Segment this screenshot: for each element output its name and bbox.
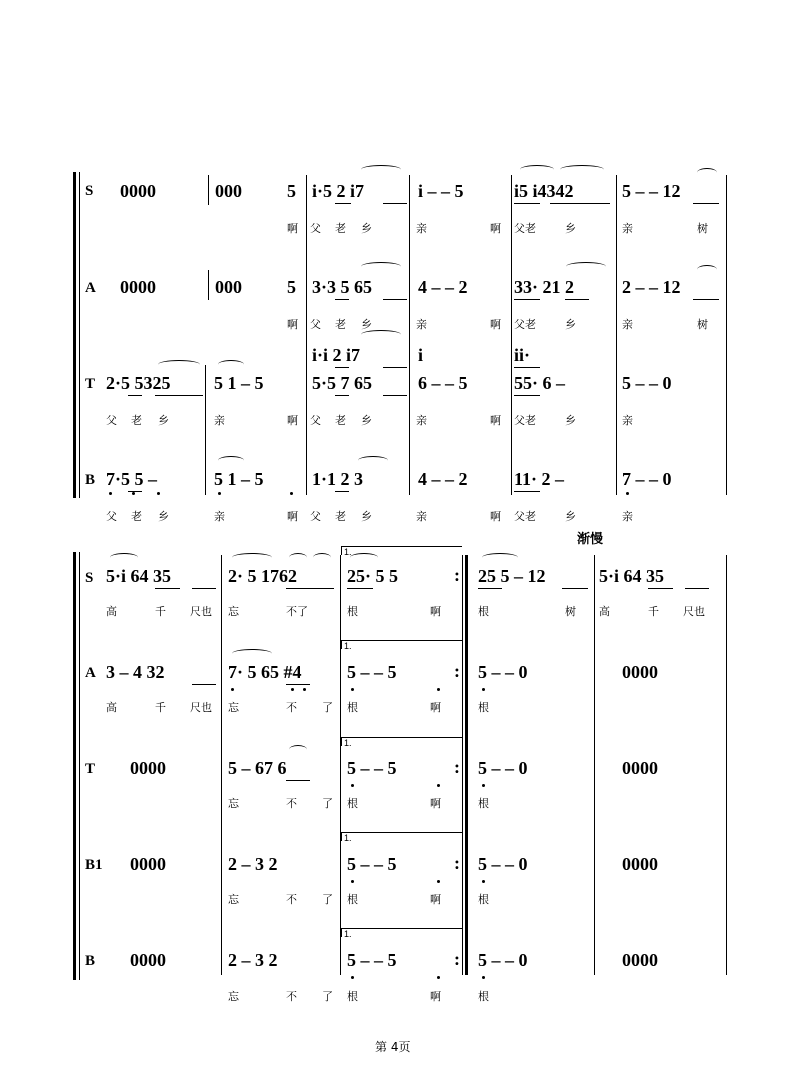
underline xyxy=(693,203,719,204)
lyric: 树 xyxy=(697,222,708,235)
lyric: 乡 xyxy=(361,414,372,427)
repeat-dots: : xyxy=(454,661,460,681)
underline xyxy=(335,491,349,492)
note-group: 3·3 5 65 xyxy=(312,277,373,297)
underline xyxy=(335,395,349,396)
lyric: 父 xyxy=(310,222,321,235)
note-group: 0000 xyxy=(130,950,166,970)
lyric: 不 xyxy=(286,701,297,714)
lyric: 父 xyxy=(310,318,321,331)
underline xyxy=(347,588,373,589)
note-group: 5 – – 5 xyxy=(347,758,397,778)
volta-bracket xyxy=(341,737,462,746)
low-octave-dot xyxy=(351,688,354,691)
note-group: 0000 xyxy=(130,758,166,778)
slur xyxy=(158,360,200,369)
lyric: 乡 xyxy=(565,318,576,331)
lyric: 父老 xyxy=(514,510,536,523)
underline xyxy=(514,491,540,492)
part-label-t: T xyxy=(85,761,96,777)
barline xyxy=(409,175,410,495)
slur xyxy=(697,168,717,177)
lyric: 根 xyxy=(478,990,489,1003)
note-group: 0000 xyxy=(622,758,658,778)
lyric: 啊 xyxy=(490,318,501,331)
lyric: 根 xyxy=(347,893,358,906)
lyric: 忘 xyxy=(228,605,239,618)
lyric: 乡 xyxy=(565,414,576,427)
lyric: 乡 xyxy=(361,222,372,235)
barline xyxy=(208,175,209,205)
lyric: 啊 xyxy=(430,797,441,810)
lyric: 忘 xyxy=(228,893,239,906)
underline xyxy=(550,203,610,204)
low-octave-dot xyxy=(482,688,485,691)
underline xyxy=(514,299,540,300)
note-group: 5 – – 5 xyxy=(347,662,397,682)
underline xyxy=(155,395,203,396)
note-group: 0000 xyxy=(120,181,156,201)
lyric: 啊 xyxy=(287,414,298,427)
lyric: 乡 xyxy=(361,318,372,331)
low-octave-dot xyxy=(231,688,234,691)
note-group: i·5 2 i7 xyxy=(312,181,365,201)
lyric: 根 xyxy=(347,990,358,1003)
lyric: 千 xyxy=(155,701,166,714)
barline xyxy=(306,175,307,495)
note-group: 5 1 – 5 xyxy=(214,373,264,393)
slur xyxy=(232,649,272,658)
note-group: 2 – 3 2 xyxy=(228,854,278,874)
lyric: 父老 xyxy=(514,222,536,235)
note-group: 4 – – 2 xyxy=(418,277,468,297)
lyric: 老 xyxy=(335,414,346,427)
note-group: 6 – – 5 xyxy=(418,373,468,393)
low-octave-dot xyxy=(351,880,354,883)
note-group: i – – 5 xyxy=(418,181,464,201)
slur xyxy=(361,262,401,271)
lyric: 老 xyxy=(335,510,346,523)
slur xyxy=(520,165,554,174)
note-group: 5 1 – 5 xyxy=(214,469,264,489)
volta-bracket xyxy=(341,832,462,841)
note-group-upper: i xyxy=(418,345,424,365)
barline xyxy=(221,555,222,975)
lyric: 尺也 xyxy=(190,701,212,714)
low-octave-dot xyxy=(437,880,440,883)
lyric: 亲 xyxy=(416,318,427,331)
underline xyxy=(128,395,142,396)
lyric: 老 xyxy=(131,510,142,523)
lyric: 父老 xyxy=(514,414,536,427)
barline xyxy=(511,175,512,495)
part-label-b: B xyxy=(85,953,96,969)
lyric: 乡 xyxy=(158,414,169,427)
lyric: 啊 xyxy=(490,414,501,427)
lyric: 不 xyxy=(286,893,297,906)
note-group: 25· 5 5 xyxy=(347,566,399,586)
barline xyxy=(208,270,209,300)
lyric: 乡 xyxy=(361,510,372,523)
underline xyxy=(286,684,310,685)
underline xyxy=(514,367,540,368)
volta-bracket xyxy=(341,640,462,649)
note-group: 33· 21 2 xyxy=(514,277,575,297)
low-octave-dot xyxy=(482,880,485,883)
lyric: 父 xyxy=(106,414,117,427)
underline xyxy=(383,203,407,204)
underline xyxy=(514,203,540,204)
repeat-dots: : xyxy=(454,949,460,969)
lyric: 根 xyxy=(478,605,489,618)
underline xyxy=(335,203,351,204)
low-octave-dot xyxy=(482,976,485,979)
system-brace xyxy=(73,172,76,498)
barline xyxy=(616,175,617,495)
note-group-upper: ii· xyxy=(514,345,531,365)
lyric: 根 xyxy=(478,701,489,714)
lyric: 了 xyxy=(322,797,333,810)
lyric: 树 xyxy=(565,605,576,618)
note-group: 5 – – 0 xyxy=(478,662,528,682)
note-group: 2 – 3 2 xyxy=(228,950,278,970)
lyric: 啊 xyxy=(287,222,298,235)
slur xyxy=(560,165,604,174)
lyric: 千 xyxy=(648,605,659,618)
lyric: 尺也 xyxy=(190,605,212,618)
note-group: 5 xyxy=(287,277,296,297)
low-octave-dot xyxy=(437,688,440,691)
lyric: 亲 xyxy=(622,318,633,331)
barline xyxy=(726,555,727,975)
low-octave-dot xyxy=(351,976,354,979)
lyric: 忘 xyxy=(228,990,239,1003)
note-group: 0000 xyxy=(622,950,658,970)
low-octave-dot xyxy=(132,492,135,495)
underline xyxy=(335,299,349,300)
lyric: 乡 xyxy=(565,510,576,523)
repeat-dots: : xyxy=(454,757,460,777)
note-group: 5 – – 0 xyxy=(478,950,528,970)
part-label-b1: B1 xyxy=(85,857,103,873)
lyric: 高 xyxy=(599,605,610,618)
slur xyxy=(361,165,401,174)
note-group: 0000 xyxy=(130,854,166,874)
barline xyxy=(340,555,341,975)
slur xyxy=(566,262,606,271)
slur xyxy=(350,553,378,562)
underline xyxy=(693,299,719,300)
underline xyxy=(685,588,709,589)
system-bracket-line xyxy=(79,172,80,498)
repeat-barline xyxy=(465,555,468,975)
part-label-s: S xyxy=(85,183,94,199)
underline xyxy=(565,299,589,300)
lyric: 根 xyxy=(478,893,489,906)
lyric: 老 xyxy=(335,222,346,235)
note-group: 5 – – 0 xyxy=(478,758,528,778)
system-bracket-line xyxy=(79,552,80,980)
note-group: 0000 xyxy=(120,277,156,297)
lyric: 啊 xyxy=(430,990,441,1003)
underline xyxy=(155,588,180,589)
underline xyxy=(383,367,407,368)
note-group: 5·i 64 35 xyxy=(106,566,172,586)
note-group: 7· 5 65 #4 xyxy=(228,662,302,682)
lyric: 亲 xyxy=(622,510,633,523)
slur xyxy=(232,553,272,562)
lyric: 千 xyxy=(155,605,166,618)
underline xyxy=(192,588,216,589)
barline xyxy=(462,555,463,975)
note-group: 25 5 – 12 xyxy=(478,566,546,586)
system-brace xyxy=(73,552,76,980)
barline xyxy=(726,175,727,495)
slur xyxy=(313,553,331,562)
note-group: 5·i 64 35 xyxy=(599,566,665,586)
note-group: 5·5 7 65 xyxy=(312,373,373,393)
underline xyxy=(383,299,407,300)
note-group-upper: i·i 2 i7 xyxy=(312,345,361,365)
underline xyxy=(128,491,142,492)
lyric: 根 xyxy=(347,605,358,618)
slur xyxy=(218,456,244,465)
volta-number: 1. xyxy=(344,833,352,843)
barline xyxy=(594,555,595,975)
lyric: 亲 xyxy=(214,510,225,523)
slur xyxy=(218,360,244,369)
low-octave-dot xyxy=(157,492,160,495)
underline xyxy=(286,588,334,589)
note-group: 55· 6 – xyxy=(514,373,566,393)
note-group: 5 xyxy=(287,181,296,201)
lyric: 忘 xyxy=(228,797,239,810)
volta-number: 1. xyxy=(344,547,352,557)
part-label-b: B xyxy=(85,472,96,488)
lyric: 高 xyxy=(106,605,117,618)
underline xyxy=(335,367,349,368)
lyric: 亲 xyxy=(416,414,427,427)
note-group: 7·5 5 – xyxy=(106,469,158,489)
slur xyxy=(358,456,388,465)
slur xyxy=(289,553,307,562)
low-octave-dot xyxy=(218,492,221,495)
low-octave-dot xyxy=(437,784,440,787)
note-group: i5 i4342 xyxy=(514,181,574,201)
low-octave-dot xyxy=(109,492,112,495)
lyric: 不 xyxy=(286,990,297,1003)
barline xyxy=(205,365,206,495)
note-group: 3 – 4 32 xyxy=(106,662,165,682)
note-group: 11· 2 – xyxy=(514,469,565,489)
slur xyxy=(361,330,401,339)
lyric: 亲 xyxy=(416,222,427,235)
lyric: 不 xyxy=(286,797,297,810)
low-octave-dot xyxy=(291,688,294,691)
note-group: 0000 xyxy=(622,854,658,874)
underline xyxy=(286,780,310,781)
note-group: 2 – – 12 xyxy=(622,277,681,297)
low-octave-dot xyxy=(482,784,485,787)
underline xyxy=(514,395,540,396)
lyric: 老 xyxy=(335,318,346,331)
lyric: 了 xyxy=(322,893,333,906)
lyric: 啊 xyxy=(490,222,501,235)
volta-number: 1. xyxy=(344,641,352,651)
slur xyxy=(482,553,518,562)
note-group: 2·5 5325 xyxy=(106,373,171,393)
low-octave-dot xyxy=(290,492,293,495)
lyric: 根 xyxy=(478,797,489,810)
lyric: 啊 xyxy=(287,510,298,523)
underline xyxy=(648,588,673,589)
low-octave-dot xyxy=(303,688,306,691)
note-group: 2· 5 1762 xyxy=(228,566,298,586)
lyric: 树 xyxy=(697,318,708,331)
underline xyxy=(562,588,588,589)
lyric: 亲 xyxy=(622,414,633,427)
note-group: 5 – – 5 xyxy=(347,854,397,874)
lyric: 父 xyxy=(310,510,321,523)
note-group: 5 – – 12 xyxy=(622,181,681,201)
lyric: 根 xyxy=(347,797,358,810)
lyric: 啊 xyxy=(430,605,441,618)
low-octave-dot xyxy=(351,784,354,787)
lyric: 老 xyxy=(131,414,142,427)
underline xyxy=(192,684,216,685)
lyric: 啊 xyxy=(490,510,501,523)
slur xyxy=(110,553,138,562)
lyric: 高 xyxy=(106,701,117,714)
part-label-a: A xyxy=(85,665,96,681)
note-group: 000 xyxy=(215,277,242,297)
lyric: 啊 xyxy=(430,893,441,906)
lyric: 父 xyxy=(310,414,321,427)
lyric: 父老 xyxy=(514,318,536,331)
slur xyxy=(697,265,717,274)
part-label-s: S xyxy=(85,570,94,586)
volta-number: 1. xyxy=(344,929,352,939)
lyric: 不了 xyxy=(286,605,308,618)
page-number: 第 4页 xyxy=(375,1040,411,1054)
low-octave-dot xyxy=(437,976,440,979)
lyric: 乡 xyxy=(565,222,576,235)
note-group: 0000 xyxy=(622,662,658,682)
lyric: 忘 xyxy=(228,701,239,714)
slur xyxy=(289,745,307,754)
repeat-dots: : xyxy=(454,853,460,873)
lyric: 尺也 xyxy=(683,605,705,618)
underline xyxy=(478,588,502,589)
note-group: 7 – – 0 xyxy=(622,469,672,489)
note-group: 5 – 67 6 xyxy=(228,758,287,778)
part-label-a: A xyxy=(85,280,96,296)
lyric: 亲 xyxy=(214,414,225,427)
lyric: 啊 xyxy=(430,701,441,714)
lyric: 了 xyxy=(322,990,333,1003)
part-label-t: T xyxy=(85,376,96,392)
underline xyxy=(383,395,407,396)
volta-bracket xyxy=(341,928,462,937)
note-group: 5 – – 5 xyxy=(347,950,397,970)
tempo-marking: 渐慢 xyxy=(577,532,604,547)
lyric: 父 xyxy=(106,510,117,523)
lyric: 亲 xyxy=(622,222,633,235)
note-group: 4 – – 2 xyxy=(418,469,468,489)
lyric: 根 xyxy=(347,701,358,714)
note-group: 5 – – 0 xyxy=(622,373,672,393)
volta-number: 1. xyxy=(344,738,352,748)
low-octave-dot xyxy=(626,492,629,495)
note-group: 5 – – 0 xyxy=(478,854,528,874)
lyric: 乡 xyxy=(158,510,169,523)
lyric: 亲 xyxy=(416,510,427,523)
note-group: 1·1 2 3 xyxy=(312,469,364,489)
repeat-dots: : xyxy=(454,565,460,585)
lyric: 了 xyxy=(322,701,333,714)
note-group: 000 xyxy=(215,181,242,201)
lyric: 啊 xyxy=(287,318,298,331)
